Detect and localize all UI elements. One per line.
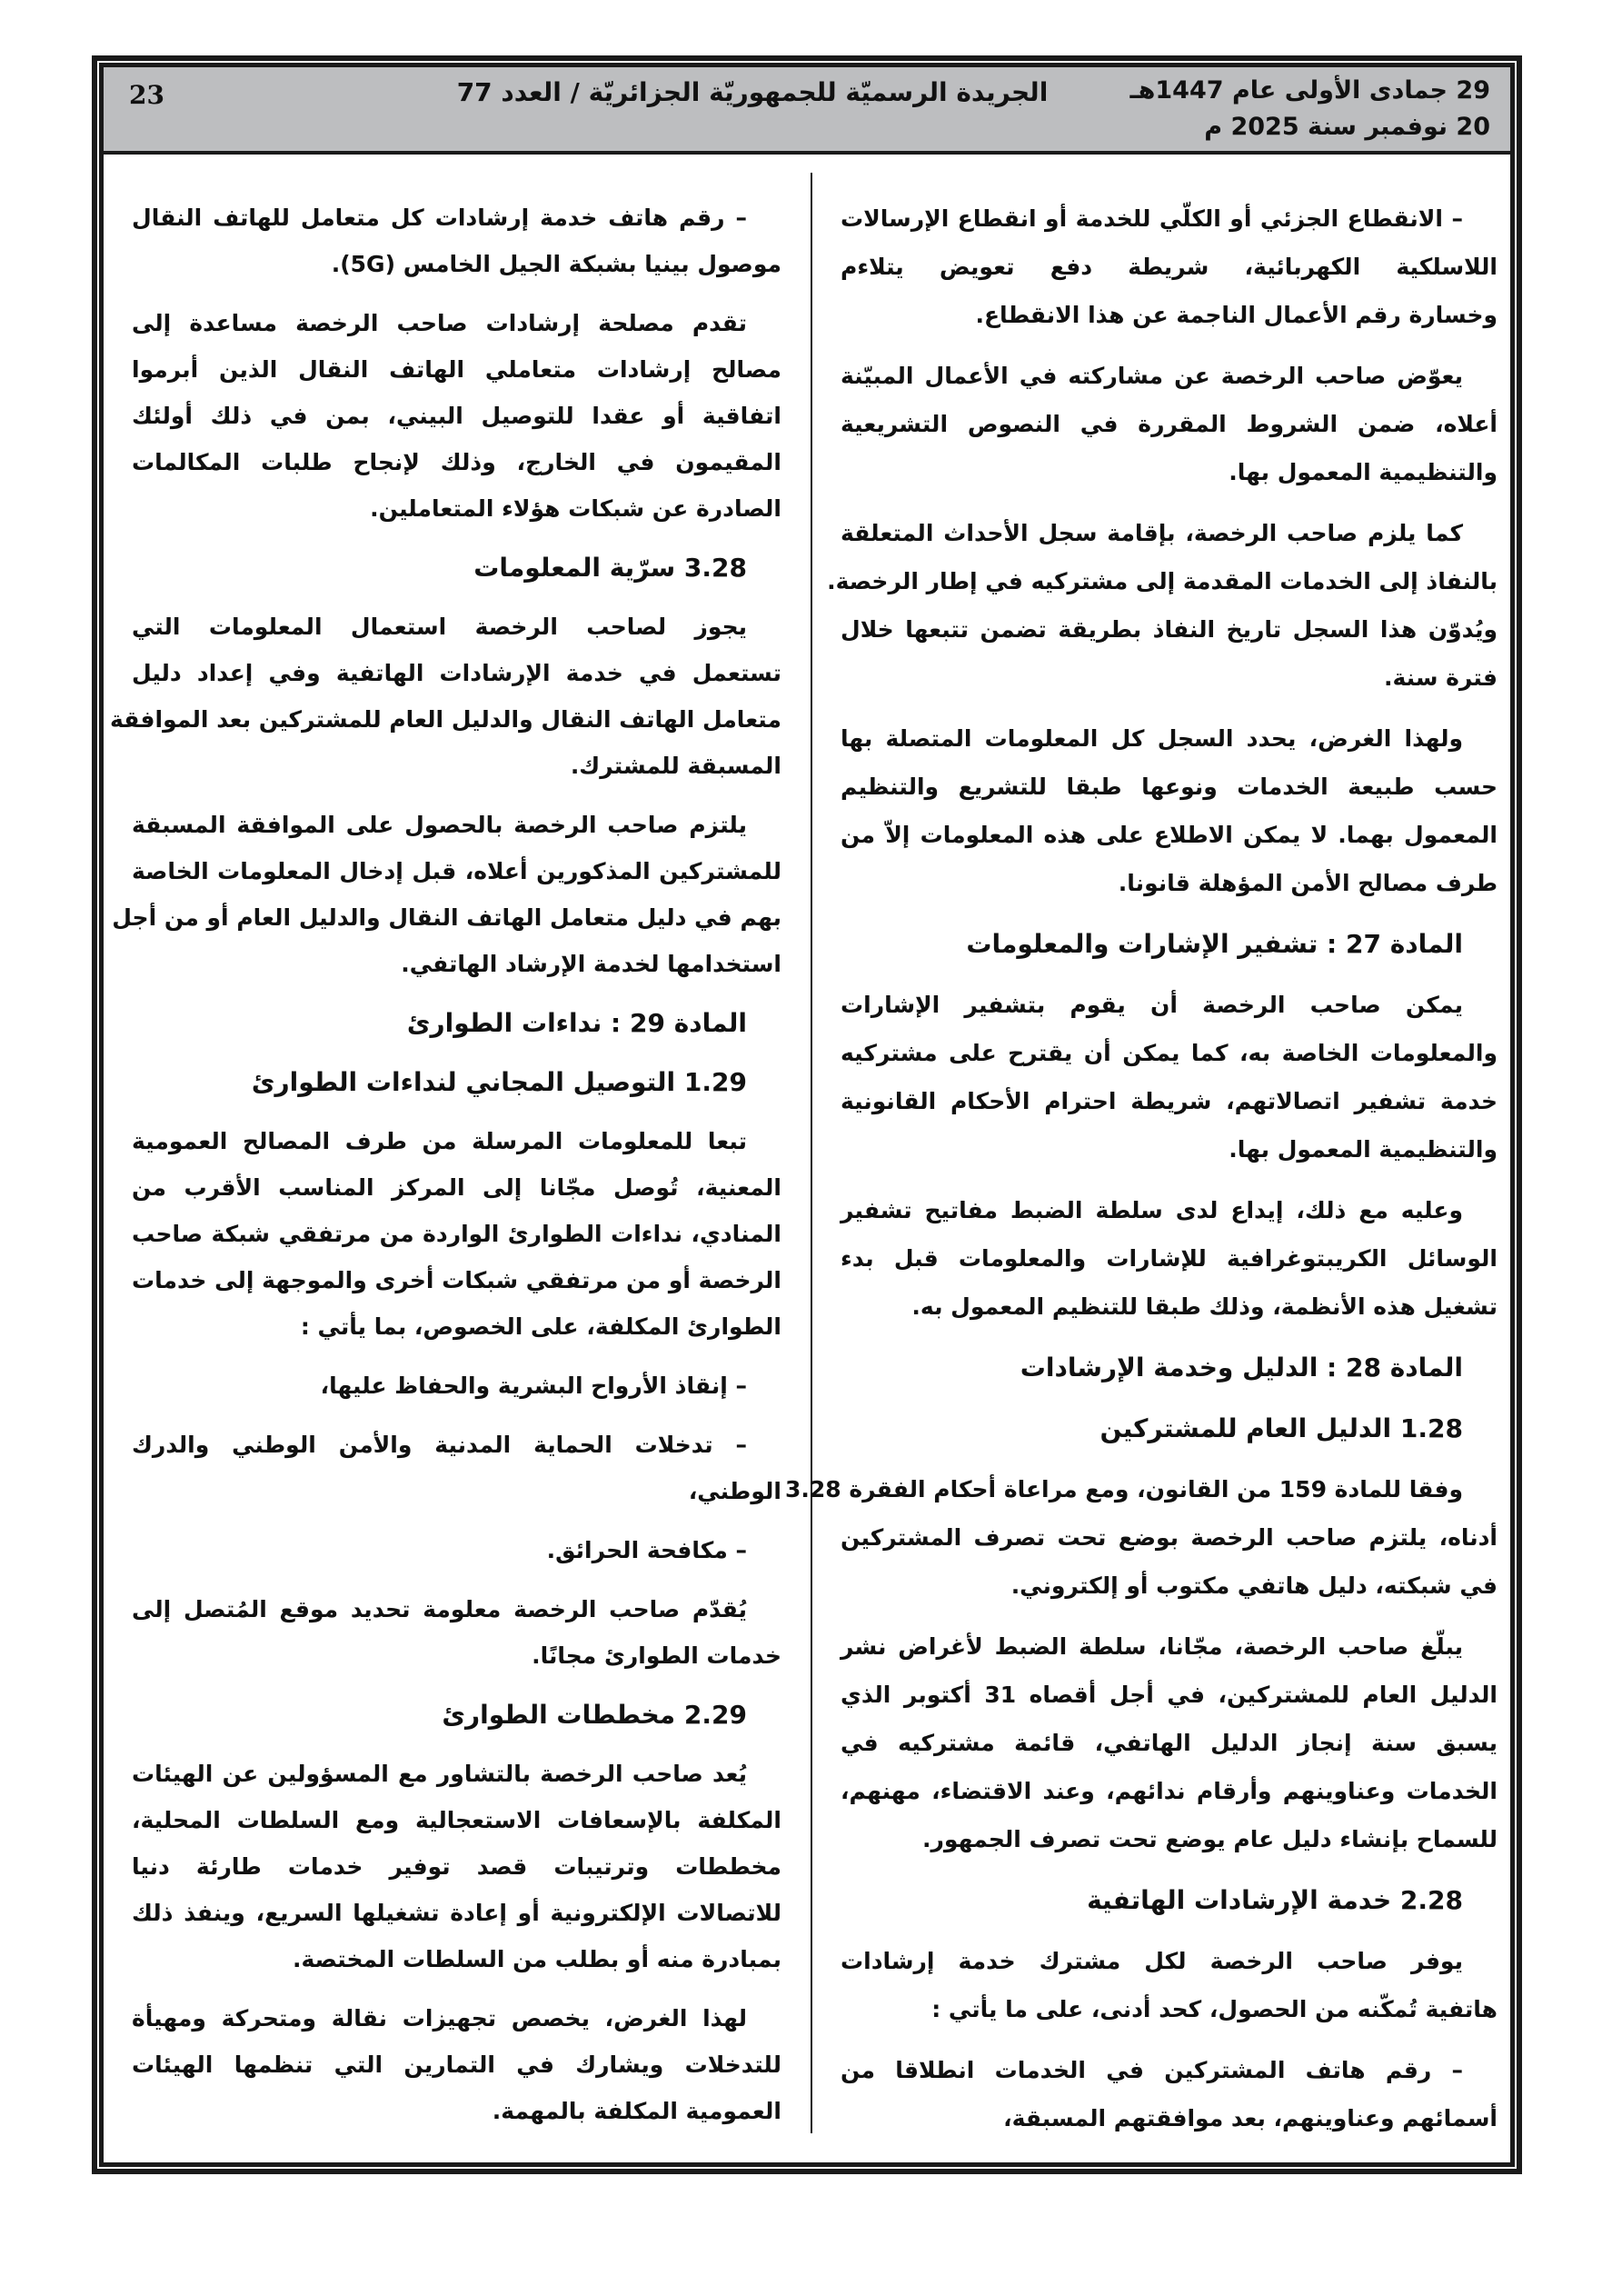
paragraph [841,981,1498,1173]
header-date-gregorian: 20 نوفمبر سنة 2025 م [1204,113,1490,141]
text-line: ويُدوّن هذا السجل تاريخ النفاذ بطريقة تضمن تتبعها خلال [841,616,1498,643]
text-line: استخدامها لخدمة الإرشاد الهاتفي. [401,951,781,977]
text-line: والتنظيمية المعمول بها. [1229,1136,1498,1163]
text-line: أدناه، يلتزم صاحب الرخصة بوضع تحت تصرف المشتركين [841,1524,1498,1551]
section-heading [132,1059,781,1105]
section-heading [132,544,781,591]
paragraph [112,802,781,987]
paragraph [784,1465,1498,1610]
page-number: 23 [129,80,164,110]
text-line: يُعد صاحب الرخصة بالتشاور مع المسؤولين عن الهيئات [132,1761,747,1787]
text-line: تستعمل في خدمة الإرشادات الهاتفية وفي إعداد دليل [132,660,781,686]
text-line: اللاسلكية الكهربائية، شريطة دفع تعويض يتلاءم [841,254,1498,280]
paragraph [110,604,781,789]
column-divider [811,173,812,2133]
header-title: الجريدة الرسميّة للجمهوريّة الجزائريّة / العدد 77 [456,77,1049,107]
text-line: الرخصة أو من مرتفقي شبكات أخرى والموجهة إلى خدمات [132,1267,781,1293]
text-line: الوطني، [688,1478,781,1504]
text-line: للتدخلات ويشارك في التمارين التي تنظمها الهيئات [132,2051,781,2078]
section-heading [132,1000,781,1046]
text-line: يمكن صاحب الرخصة أن يقوم بتشفير الإشارات [841,992,1463,1018]
paragraph [132,1751,781,1982]
text-line: يلتزم صاحب الرخصة بالحصول على الموافقة المسبقة [132,812,747,838]
text-line: – رقم هاتف المشتركين في الخدمات انطلاقا من [841,2057,1463,2083]
paragraph [132,1586,781,1679]
text-line: طرف مصالح الأمن المؤهلة قانونا. [1118,870,1498,896]
text-line: مصالح إرشادات متعاملي الهاتف النقال الذين أبرموا [132,356,781,383]
gazette-header [104,67,1510,155]
right-column [784,195,1498,2142]
text-line: – تدخلات الحماية المدنية والأمن الوطني والدرك [132,1432,747,1458]
text-line: وفقا للمادة 159 من القانون، ومع مراعاة أحكام الفقرة 3.28 [784,1476,1463,1502]
text-line: المادة 27 : تشفير الإشارات والمعلومات [966,929,1463,959]
text-line: – مكافحة الحرائق. [546,1537,747,1563]
text-line: تشغيل هذه الأنظمة، وذلك طبقا للتنظيم المعمول به. [911,1293,1498,1320]
text-line: المسبقة للمشترك. [570,753,781,779]
paragraph [827,509,1498,702]
text-line: يعوّض صاحب الرخصة عن مشاركته في الأعمال المبيّنة [841,363,1463,389]
paragraph [841,1186,1498,1331]
text-line: لهذا الغرض، يخصص تجهيزات نقالة ومتحركة ومهيأة [132,2005,747,2031]
section-heading [841,1404,1498,1452]
paragraph [132,1363,781,1409]
text-line: 1.28 الدليل العام للمشتركين [1100,1413,1463,1443]
text-line: اتفاقية أو عقدا للتوصيل البيني، بمن في ذلك أولئك [132,403,781,429]
text-line: موصول بينيا بشبكة الجيل الخامس (5G). [331,251,781,277]
text-line: في شبكته، دليل هاتفي مكتوب أو إلكتروني. [1010,1572,1498,1599]
text-line: الصادرة عن شبكات هؤلاء المتعاملين. [370,495,781,522]
text-line: الطوارئ المكلفة، على الخصوص، بما يأتي : [300,1313,781,1340]
text-line: هاتفية تُمكّنه من الحصول، كحد أدنى، على ما يأتي : [931,1996,1498,2022]
text-line: المنادي، نداءات الطوارئ الواردة من مرتفقي شبكة صاحب [132,1221,781,1247]
section-heading [132,1692,781,1738]
paragraph [841,352,1498,496]
paragraph [132,1527,781,1573]
text-line: مخططات وترتيبات قصد توفير خدمات طارئة دنيا [132,1853,781,1880]
text-line: المعنية، تُوصل مجّانا إلى المركز المناسب الأقرب من [132,1174,781,1201]
text-line: الخدمات وعناوينهم وأرقام ندائهم، وعند الاقتضاء، مهنهم، [841,1778,1498,1804]
paragraph [132,195,781,287]
header-date-hijri: 29 جمادى الأولى عام 1447هـ [1129,76,1490,105]
section-heading [841,1343,1498,1392]
text-line: العمومية المكلفة بالمهمة. [492,2098,781,2124]
paragraph [132,1118,781,1350]
paragraph [132,1995,781,2134]
text-line: يسبق سنة إنجاز الدليل الهاتفي، قائمة مشتركيه في [841,1730,1498,1756]
text-line: 1.29 التوصيل المجاني لنداءات الطوارئ [251,1067,747,1097]
text-line: للسماح بإنشاء دليل عام يوضع تحت تصرف الجمهور. [922,1826,1498,1852]
paragraph [132,1422,781,1514]
section-heading [841,1876,1498,1924]
text-line: للاتصالات الإلكترونية أو إعادة تشغيلها السريع، وينفذ ذلك [132,1900,781,1926]
text-line: خدمة تشفير اتصالاتهم، شريطة احترام الأحكام القانونية [841,1088,1498,1114]
paragraph [841,2046,1498,2142]
text-line: بالنفاذ إلى الخدمات المقدمة إلى مشتركيه في إطار الرخصة. [827,568,1498,594]
text-line: – رقم هاتف خدمة إرشادات كل متعامل للهاتف النقال [132,205,747,231]
text-line: متعامل الهاتف النقال والدليل العام للمشتركين بعد الموافقة [110,706,781,733]
left-column [110,195,781,2134]
text-line: المادة 28 : الدليل وخدمة الإرشادات [1020,1353,1463,1383]
text-line: بمبادرة منه أو بطلب من السلطات المختصة. [293,1946,781,1972]
text-line: للمشتركين المذكورين أعلاه، قبل إدخال المعلومات الخاصة [132,858,781,884]
text-line: حسب طبيعة الخدمات ونوعها طبقا للتشريع والتنظيم [841,774,1498,800]
section-heading [841,920,1498,968]
text-line: – إنقاذ الأرواح البشرية والحفاظ عليها، [320,1373,747,1399]
text-line: المقيمون في الخارج، وذلك لإنجاح طلبات المكالمات [132,449,781,475]
text-line: يُقدّم صاحب الرخصة معلومة تحديد موقع المُتصل إلى [132,1596,747,1622]
text-line: وخسارة رقم الأعمال الناجمة عن هذا الانقطاع. [975,302,1498,328]
text-line: والمعلومات الخاصة به، كما يمكن أن يقترح على مشتركيه [841,1040,1498,1066]
text-line: وعليه مع ذلك، إيداع لدى سلطة الضبط مفاتيح تشفير [841,1197,1463,1223]
paragraph [841,714,1498,907]
text-line: أسمائهم وعناوينهم، بعد موافقتهم المسبقة، [1003,2105,1498,2131]
text-line: كما يلزم صاحب الرخصة، بإقامة سجل الأحداث المتعلقة [841,520,1463,546]
paragraph [841,1622,1498,1863]
paragraph [841,195,1498,339]
text-line: المكلفة بالإسعافات الاستعجالية ومع السلطات المحلية، [132,1807,781,1833]
text-line: خدمات الطوارئ مجانًا. [532,1642,781,1669]
text-line: 2.28 خدمة الإرشادات الهاتفية [1087,1885,1463,1915]
text-line: – الانقطاع الجزئي أو الكلّي للخدمة أو انقطاع الإرسالات [841,205,1463,232]
text-line: أعلاه، ضمن الشروط المقررة في النصوص التشريعية [841,411,1498,437]
text-line: تبعا للمعلومات المرسلة من طرف المصالح العمومية [132,1128,747,1154]
text-line: بهم في دليل متعامل الهاتف النقال والدليل العام أو من أجل [112,904,781,931]
text-line: 3.28 سرّية المعلومات [473,553,747,583]
text-line: ولهذا الغرض، يحدد السجل كل المعلومات المتصلة بها [841,725,1463,752]
text-line: 2.29 مخططات الطوارئ [442,1700,747,1730]
text-line: يوفر صاحب الرخصة لكل مشترك خدمة إرشادات [841,1948,1463,1974]
text-line: الوسائل الكريبتوغرافية للإشارات والمعلومات قبل بدء [841,1245,1498,1272]
text-line: الدليل العام للمشتركين، في أجل أقصاه 31 أكتوبر الذي [841,1682,1498,1708]
text-line: المعمول بهما. لا يمكن الاطلاع على هذه المعلومات إلاّ من [841,822,1498,848]
text-line: والتنظيمية المعمول بها. [1229,459,1498,485]
text-line: المادة 29 : نداءات الطوارئ [406,1008,747,1038]
text-line: فترة سنة. [1383,664,1498,691]
paragraph [132,300,781,532]
text-line: يجوز لصاحب الرخصة استعمال المعلومات التي [132,614,747,640]
text-line: يبلّغ صاحب الرخصة، مجّانا، سلطة الضبط لأغراض نشر [841,1633,1463,1660]
text-line: تقدم مصلحة إرشادات صاحب الرخصة مساعدة إلى [132,310,747,336]
paragraph [841,1937,1498,2033]
